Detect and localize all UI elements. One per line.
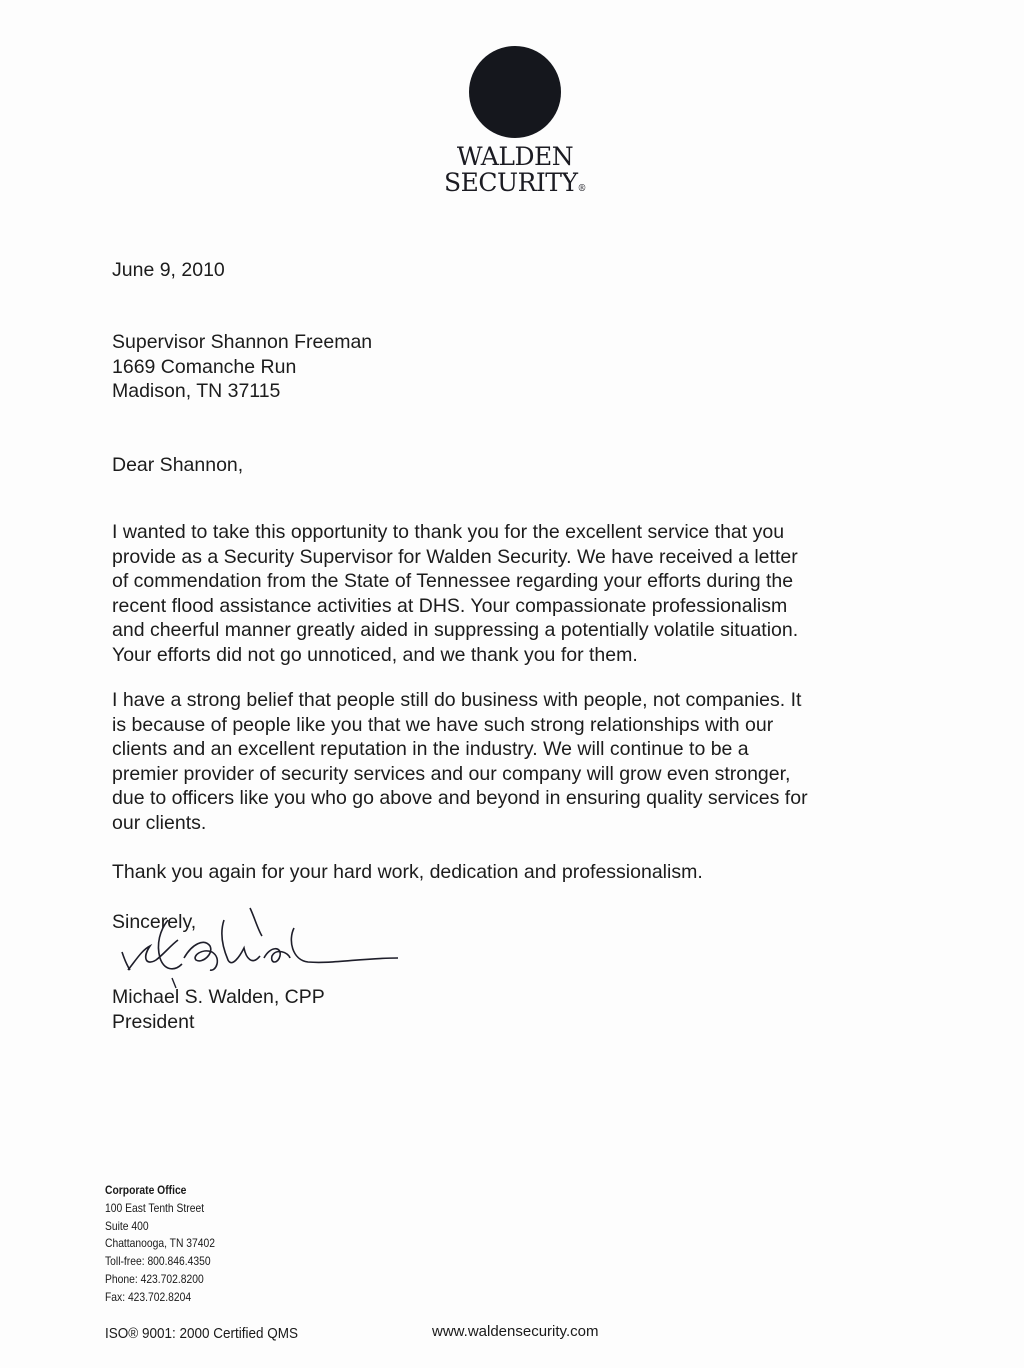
recipient-name: Supervisor Shannon Freeman <box>112 331 373 353</box>
signer-block <box>112 985 325 1034</box>
paragraph-line: clients and an excellent reputation in the industry. We will continue to be a <box>112 738 749 760</box>
footer-line: Fax: 423.702.8204 <box>105 1289 192 1304</box>
paragraph-1 <box>112 520 892 667</box>
paragraph-line: I wanted to take this opportunity to thank you for the excellent service that you <box>112 521 785 543</box>
recipient-address <box>112 330 372 404</box>
logo-line2-text: SECURITY <box>444 168 578 197</box>
paragraph-line: premier provider of security services and our company will grow even stronger, <box>112 762 791 785</box>
footer-line: Suite 400 <box>105 1218 149 1233</box>
paragraph-line: Your efforts did not go unnoticed, and we thank you for them. <box>112 643 638 666</box>
footer-heading: Corporate Office <box>105 1183 187 1197</box>
footer-line: Chattanooga, TN 37402 <box>105 1236 215 1251</box>
logo-wordmark <box>440 144 590 202</box>
paragraph-line: due to officers like you who go above and beyond in ensuring quality services for <box>112 787 808 809</box>
logo-registered-mark: ® <box>577 184 586 194</box>
paragraph-line: our clients. <box>112 811 207 834</box>
company-logo <box>440 40 590 202</box>
signer-title: President <box>112 1010 195 1033</box>
thanks-line: Thank you again for your hard work, dedication and professionalism. <box>112 861 703 883</box>
paragraph-line: is because of people like you that we have such strong relationships with our <box>112 713 774 736</box>
iso-certification: ISO® 9001: 2000 Certified QMS <box>105 1325 299 1342</box>
website-url: www.waldensecurity.com <box>432 1323 599 1340</box>
paragraph-line: provide as a Security Supervisor for Walden Security. We have received a letter <box>112 545 798 568</box>
footer-line: 100 East Tenth Street <box>105 1200 205 1215</box>
handwritten-signature <box>112 900 412 990</box>
logo-circle-icon <box>469 46 561 138</box>
corporate-office-address <box>105 1182 215 1307</box>
recipient-city: Madison, TN 37115 <box>112 380 281 402</box>
logo-line1: WALDEN <box>456 142 574 171</box>
paragraph-line: recent flood assistance activities at DHS. Your compassionate professionalism <box>112 594 788 617</box>
paragraph-2 <box>112 688 892 835</box>
signer-name: Michael S. Walden, CPP <box>112 986 325 1008</box>
logo-line2 <box>440 170 590 202</box>
letter-date: June 9, 2010 <box>112 259 225 281</box>
paragraph-line: of commendation from the State of Tennessee regarding your efforts during the <box>112 570 794 592</box>
salutation: Dear Shannon, <box>112 454 244 476</box>
paragraph-line: I have a strong belief that people still do business with people, not companies. It <box>112 689 802 711</box>
paragraph-line: and cheerful manner greatly aided in suppressing a potentially volatile situation. <box>112 619 799 641</box>
footer-line: Toll-free: 800.846.4350 <box>105 1254 211 1269</box>
footer-line: Phone: 423.702.8200 <box>105 1271 204 1286</box>
closing: Sincerely, <box>112 911 197 933</box>
recipient-street: 1669 Comanche Run <box>112 355 297 378</box>
